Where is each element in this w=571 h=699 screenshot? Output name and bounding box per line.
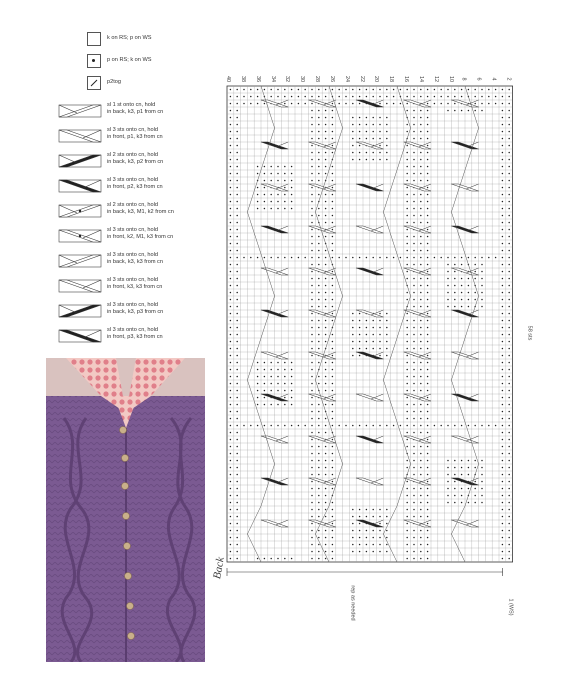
legend-label-line: sl 3 sts onto cn, hold [107,127,158,133]
legend-label-line: sl 2 sts onto cn, hold [107,202,158,208]
cable-cross-icon [45,304,103,318]
cable-cross-icon [45,229,103,243]
column-number: 8 [461,77,467,81]
column-number: 18 [388,75,395,83]
legend-label-line: in front, p1, k3 from cn [107,133,163,140]
cable-cross-icon [45,104,103,118]
legend-label [107,252,163,265]
first-row-label: 1 (WS) [507,598,514,616]
column-number: 24 [343,75,350,83]
column-number: 32 [284,75,291,83]
column-number: 12 [432,75,439,83]
column-number: 40 [225,75,232,83]
empty-box-icon [87,32,101,46]
column-number: 20 [373,75,380,83]
legend-label-line: in front, p2, k3 from cn [107,183,163,190]
cable-cross-icon [45,204,103,218]
column-number: 16 [403,75,410,83]
column-number: 4 [490,77,497,81]
legend-label-line: in front, k2, M1, k3 from cn [107,233,174,240]
back-label: Back [211,556,227,580]
legend-label [107,152,163,165]
column-number: 14 [418,75,424,83]
legend-label [107,227,173,240]
legend-label-line: sl 3 sts onto cn, hold [107,177,158,183]
legend-label: p2tog [107,79,121,85]
column-number: 6 [475,77,482,81]
legend-label [107,127,163,140]
legend-label-line: sl 3 sts onto cn, hold [107,327,158,333]
cable-cross-icon [45,129,103,143]
stitch-count-label: 58 sts [526,325,533,341]
slash-box-icon [87,76,101,90]
legend-label-line: in back, k3, p2 from cn [107,158,164,165]
legend-label-line: in back, k3, p1 from cn [107,108,164,115]
column-number: 36 [254,75,261,83]
column-number: 22 [358,75,365,83]
cable-cross-icon [45,279,103,293]
column-number: 38 [239,75,246,83]
column-number: 2 [505,77,512,81]
legend-label-line: sl 2 sts onto cn, hold [107,152,158,158]
legend-label [107,202,174,215]
legend-label [107,177,163,190]
repeat-label: rep as needed [349,585,356,621]
column-number: 26 [328,75,335,83]
knitting-chart [222,72,522,652]
legend-label-line: in back, k3, p3 from cn [107,308,164,315]
dot-box-icon [87,54,101,68]
legend-label-line: sl 3 sts onto cn, hold [107,302,158,308]
legend-label-line: in front, p3, k3 from cn [107,333,163,340]
legend-label-line: in back, k3, k3 from cn [107,258,163,265]
legend-label-line: in back, k3, M1, k2 from cn [107,208,174,215]
legend-label-line: sl 3 sts onto cn, hold [107,252,158,258]
legend-label-line: sl 3 sts onto cn, hold [107,277,158,283]
legend-label-line: sl 1 st onto cn, hold [107,102,156,108]
cable-cross-icon [45,254,103,268]
cable-cross-icon [45,329,103,343]
legend-label: p on RS; k on WS [107,57,152,63]
cable-cross-icon [45,179,103,193]
column-number: 30 [299,75,306,83]
column-number: 34 [269,75,276,83]
chart-grid [222,72,522,652]
cable-cross-icon [45,154,103,168]
legend-label [107,102,163,115]
legend-label-line: sl 3 sts onto cn, hold [107,227,158,233]
column-number: 10 [447,75,454,83]
cardigan-photo [46,358,205,662]
column-number: 28 [314,75,321,83]
legend-label: k on RS; p on WS [107,35,152,41]
legend-label-line: in front, k3, k3 from cn [107,283,163,290]
legend-label [107,277,162,290]
legend-label [107,327,163,340]
legend-label [107,302,163,315]
